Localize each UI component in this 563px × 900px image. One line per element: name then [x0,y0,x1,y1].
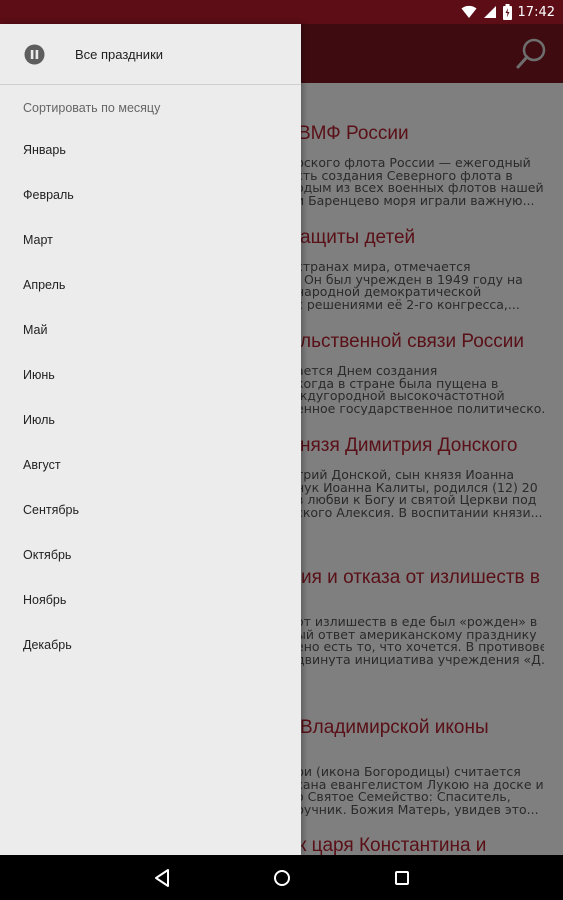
month-label: Март [23,233,53,247]
recents-button[interactable] [387,863,417,893]
wifi-icon [461,5,477,19]
navigation-drawer [0,24,301,855]
recents-icon [387,863,417,893]
home-icon [267,863,297,893]
month-item-july[interactable] [0,399,301,444]
month-label: Май [23,323,48,337]
month-item-june[interactable] [0,354,301,399]
status-icons [461,3,555,21]
month-label: Декабрь [23,638,72,652]
month-item-march[interactable] [0,219,301,264]
status-time: 17:42 [517,4,555,20]
drawer-divider [0,84,301,85]
month-item-february[interactable] [0,174,301,219]
month-label: Январь [23,143,66,157]
month-label: Август [23,458,61,472]
battery-icon [503,4,512,20]
signal-icon [483,5,497,19]
pause-circle-icon [24,44,45,65]
back-button[interactable] [147,863,177,893]
month-item-september[interactable] [0,489,301,534]
month-item-august[interactable] [0,444,301,489]
month-label: Ноябрь [23,593,67,607]
month-label: Октябрь [23,548,72,562]
all-holidays-label: Все праздники [75,47,164,62]
month-label: Сентябрь [23,503,79,517]
navigation-bar [0,855,563,900]
month-label: Июль [23,413,55,427]
month-item-april[interactable] [0,264,301,309]
month-item-october[interactable] [0,534,301,579]
month-label: Июнь [23,368,55,382]
sort-by-month-label: Сортировать по месяцу [23,101,161,115]
month-label: Февраль [23,188,74,202]
month-item-december[interactable] [0,624,301,669]
status-bar [0,0,563,24]
month-item-january[interactable] [0,129,301,174]
month-label: Апрель [23,278,66,292]
home-button[interactable] [267,863,297,893]
month-item-may[interactable] [0,309,301,354]
back-icon [147,863,177,893]
month-item-november[interactable] [0,579,301,624]
all-holidays-item[interactable] [0,24,301,84]
